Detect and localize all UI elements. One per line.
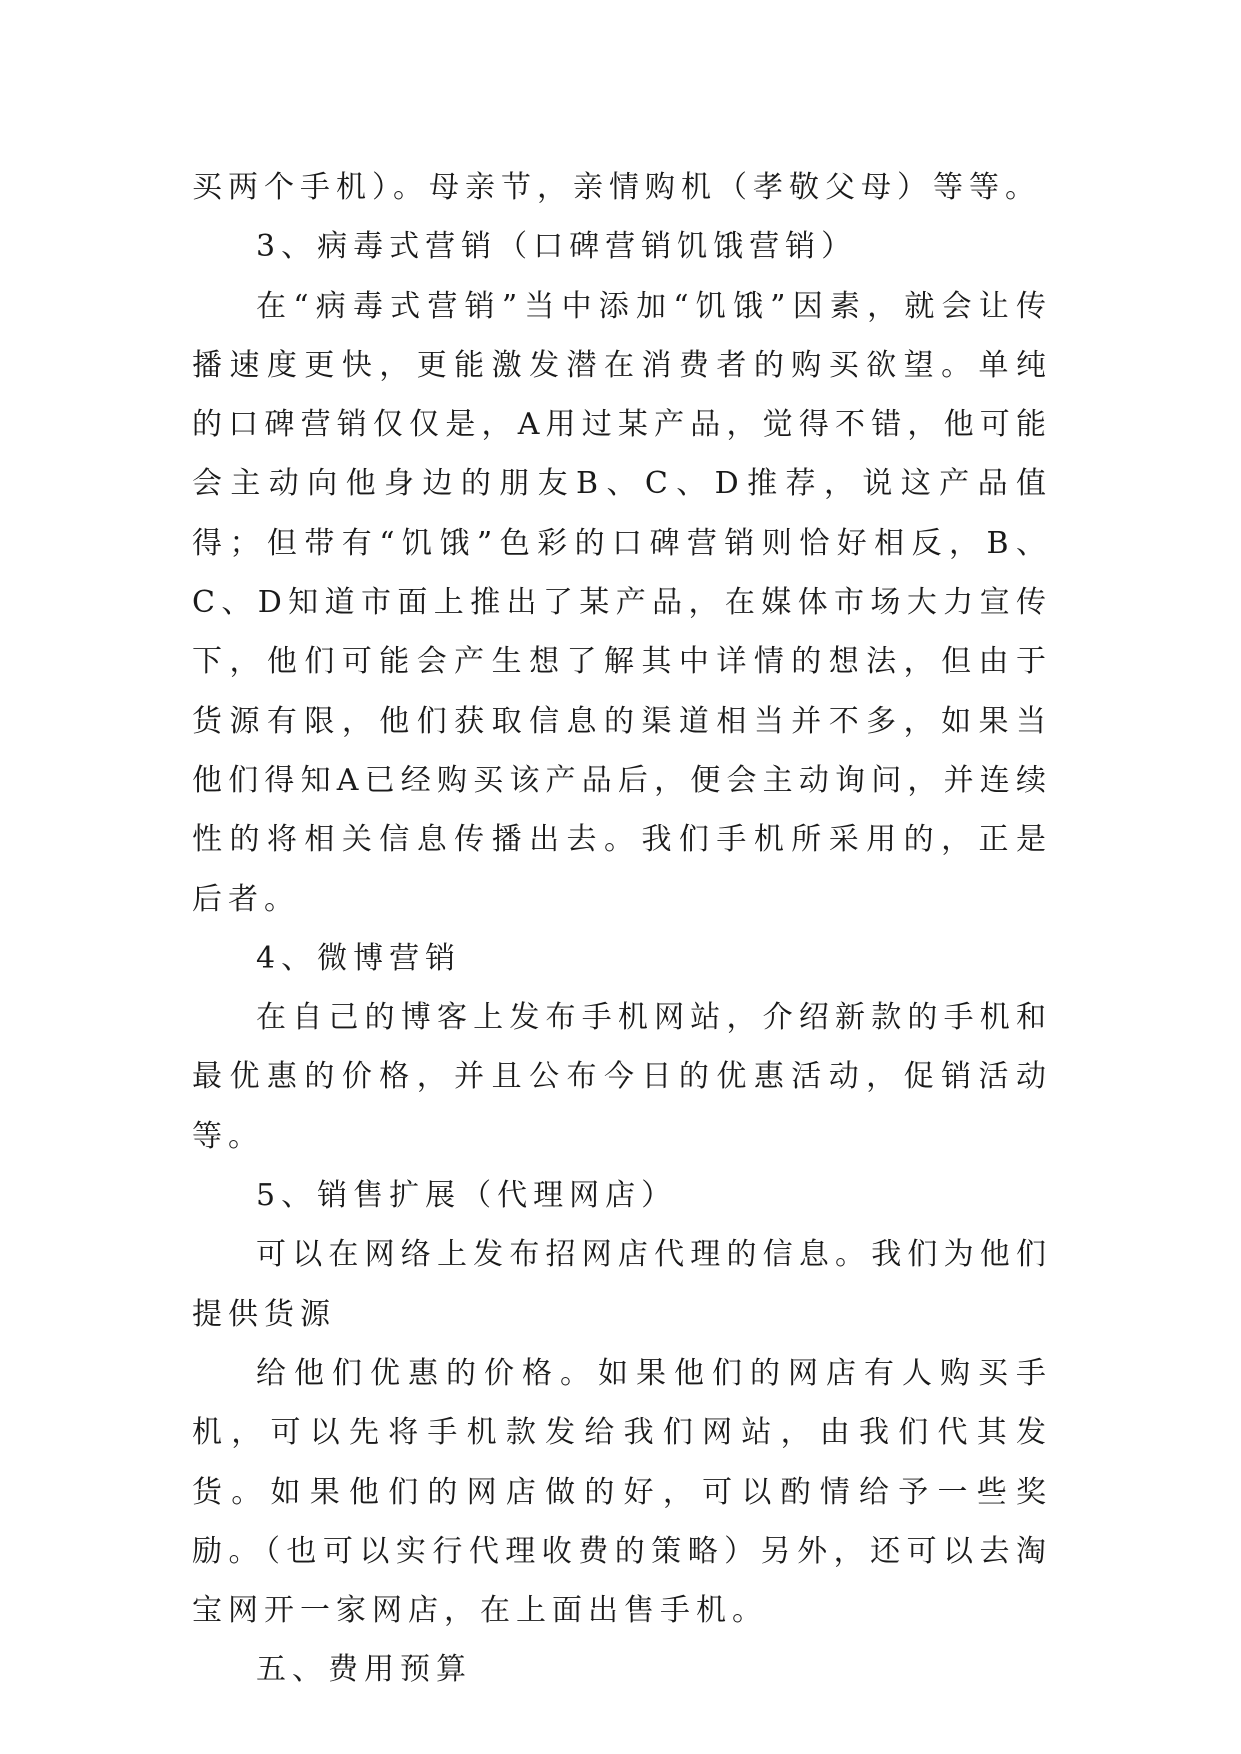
section-heading-budget: 五、费用预算 [256,1652,472,1688]
paragraph-viral-marketing: 在“病毒式营销”当中添加“饥饿”因素，就会让传播速度更快，更能激发潜在消费者的购买欲望。单纯的口碑营销仅仅是，A用过某产品，觉得不错，他可能会主动向他身边的朋友B、C、D推荐，说这产品值得；但带有“饥饿”色彩的口碑营销则恰好相反，B、C、D知道市面上推出了某产品，在媒体市场大力宣传下，他们可能会产生想了解其中详情的想法，但由于货源有限，他们获取信息的渠道相当并不多，如果当他们得知A已经购买该产品后，便会主动询问，并连续性的将相关信息传播出去。我们手机所采用的，正是后者。 [192,288,1052,917]
section-heading-viral-marketing: 3、病毒式营销（口碑营销饥饿营销） [256,229,858,265]
section-heading-weibo-marketing: 4、微博营销 [256,940,462,976]
paragraph-sales-expansion-1: 可以在网络上发布招网店代理的信息。我们为他们提供货源 [192,1237,1052,1332]
paragraph-weibo-marketing: 在自己的博客上发布手机网站，介绍新款的手机和最优惠的价格，并且公布今日的优惠活动，促销活动等。 [192,1000,1052,1154]
paragraph-1: 买两个手机）。母亲节，亲情购机（孝敬父母）等等。 [192,170,1041,205]
document-body [192,158,1052,1700]
section-heading-sales-expansion: 5、销售扩展（代理网店） [256,1178,678,1214]
paragraph-sales-expansion-2: 给他们优惠的价格。如果他们的网店有人购买手机，可以先将手机款发给我们网站，由我们代其发货。如果他们的网店做的好，可以酌情给予一些奖励。（也可以实行代理收费的策略）另外，还可以去淘宝网开一家网店，在上面出售手机。 [192,1355,1052,1629]
